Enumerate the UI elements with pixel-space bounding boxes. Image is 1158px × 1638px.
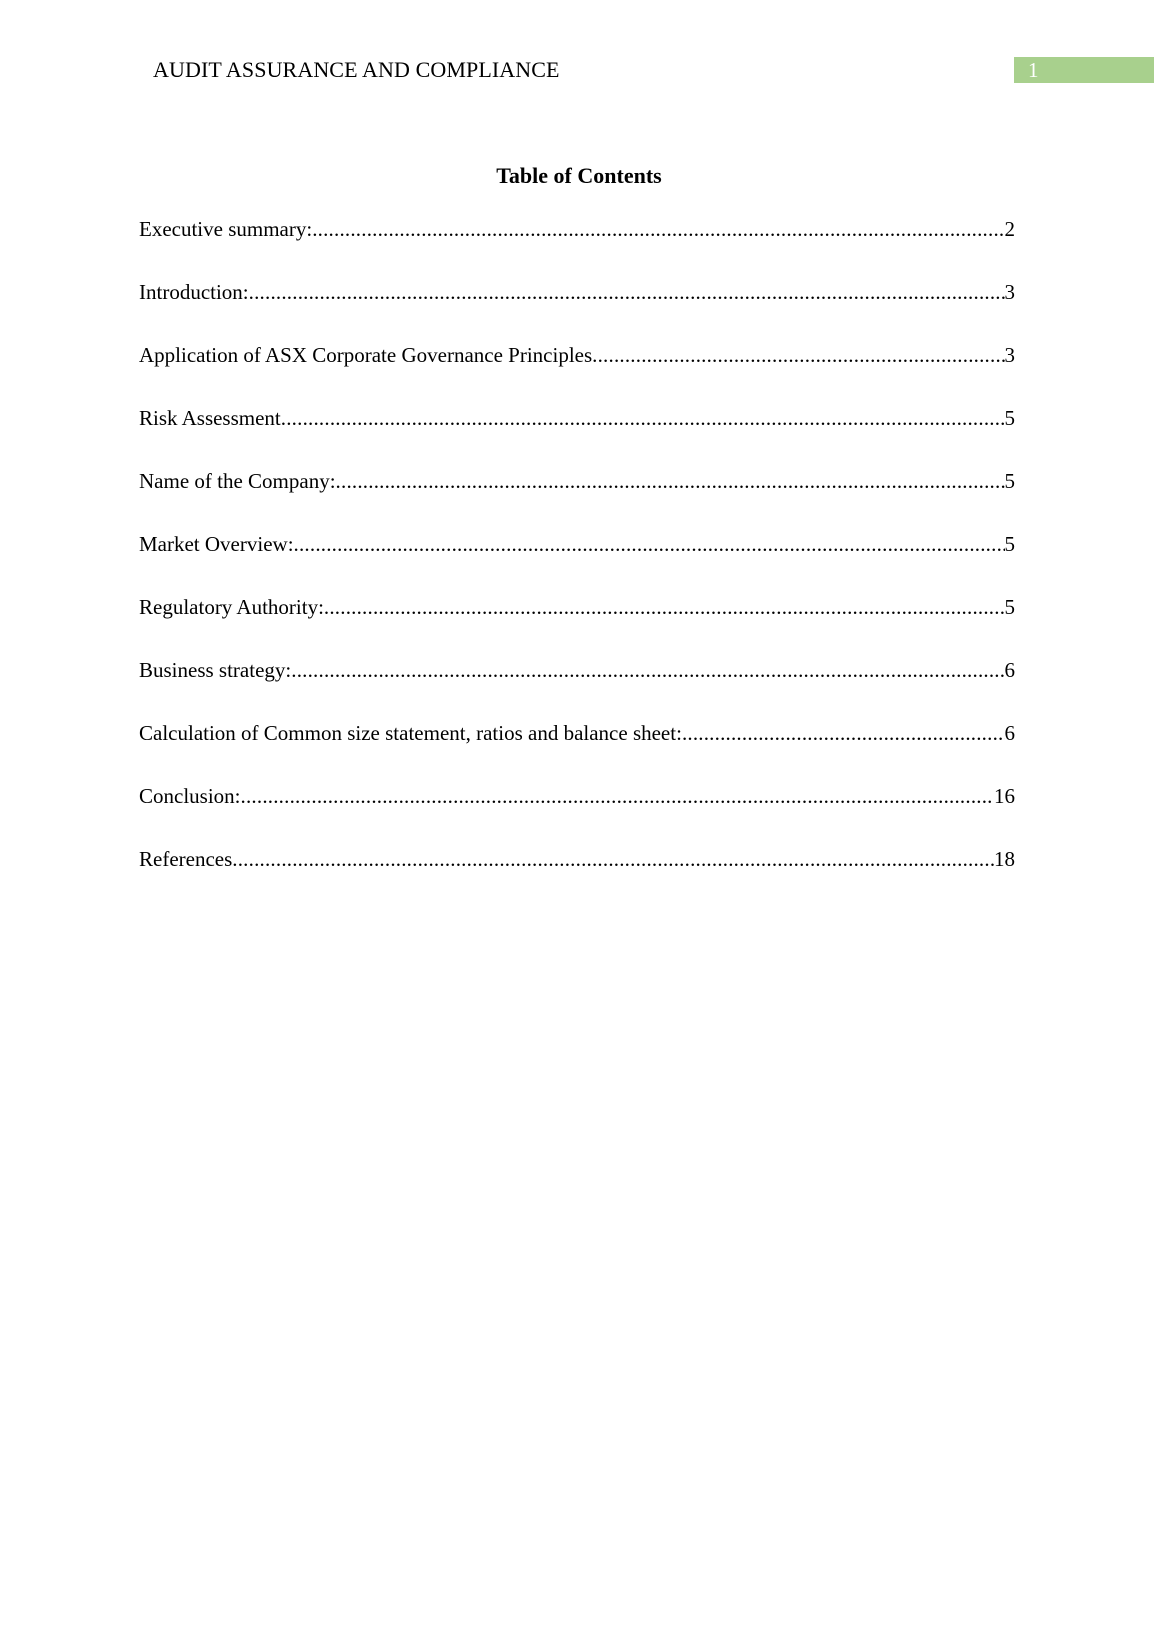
toc-dot-leader [336,467,1005,495]
page-number-badge: 1 [1014,57,1154,83]
toc-entry-business-strategy[interactable] [139,656,1015,719]
toc-entry-page: 2 [1004,217,1015,241]
toc-entry-page: 5 [1004,532,1015,556]
toc-dot-leader [232,845,994,873]
toc-entry-page: 6 [1004,658,1015,682]
toc-entry-title: Name of the Company: [139,469,336,493]
toc-entry-page: 3 [1004,280,1015,304]
toc-entry-title: Regulatory Authority: [139,595,324,619]
toc-dot-leader [682,719,1005,747]
toc-entry-page: 5 [1004,406,1015,430]
toc-entry-page: 5 [1004,595,1015,619]
toc-entry-page: 5 [1004,469,1015,493]
toc-heading: Table of Contents [496,163,662,188]
toc-dot-leader [324,593,1005,621]
toc-entry-risk-assessment[interactable] [139,404,1015,467]
toc-dot-leader [291,656,1004,684]
toc-entry-regulatory-authority[interactable] [139,593,1015,656]
toc-entry-title: Application of ASX Corporate Governance Principles [139,343,593,367]
table-of-contents [139,215,1015,908]
toc-entry-title: Market Overview: [139,532,294,556]
toc-entry-title: Conclusion: [139,784,241,808]
toc-entry-page: 3 [1004,343,1015,367]
toc-entry-title: Introduction: [139,280,249,304]
toc-dot-leader [592,341,1004,369]
toc-entry-conclusion[interactable] [139,782,1015,845]
toc-dot-leader [312,215,1004,243]
toc-entry-references[interactable] [139,845,1015,908]
toc-entry-page: 6 [1004,721,1015,745]
toc-entry-title: Executive summary: [139,217,313,241]
toc-entry-title: Calculation of Common size statement, ratios and balance sheet: [139,721,682,745]
toc-entry-title: Risk Assessment [139,406,281,430]
toc-entry-calculation[interactable] [139,719,1015,782]
toc-entry-page: 18 [994,847,1015,871]
page-header [0,0,1158,100]
toc-entry-company-name[interactable] [139,467,1015,530]
toc-entry-page: 16 [994,784,1015,808]
toc-entry-asx-principles[interactable] [139,341,1015,404]
toc-dot-leader [241,782,994,810]
toc-entry-market-overview[interactable] [139,530,1015,593]
toc-entry-executive-summary[interactable] [139,215,1015,278]
toc-dot-leader [249,278,1005,306]
toc-entry-title: Business strategy: [139,658,292,682]
running-header-title: AUDIT ASSURANCE AND COMPLIANCE [153,57,560,82]
toc-entry-title: References [139,847,233,871]
toc-entry-introduction[interactable] [139,278,1015,341]
toc-dot-leader [281,404,1005,432]
toc-dot-leader [294,530,1005,558]
